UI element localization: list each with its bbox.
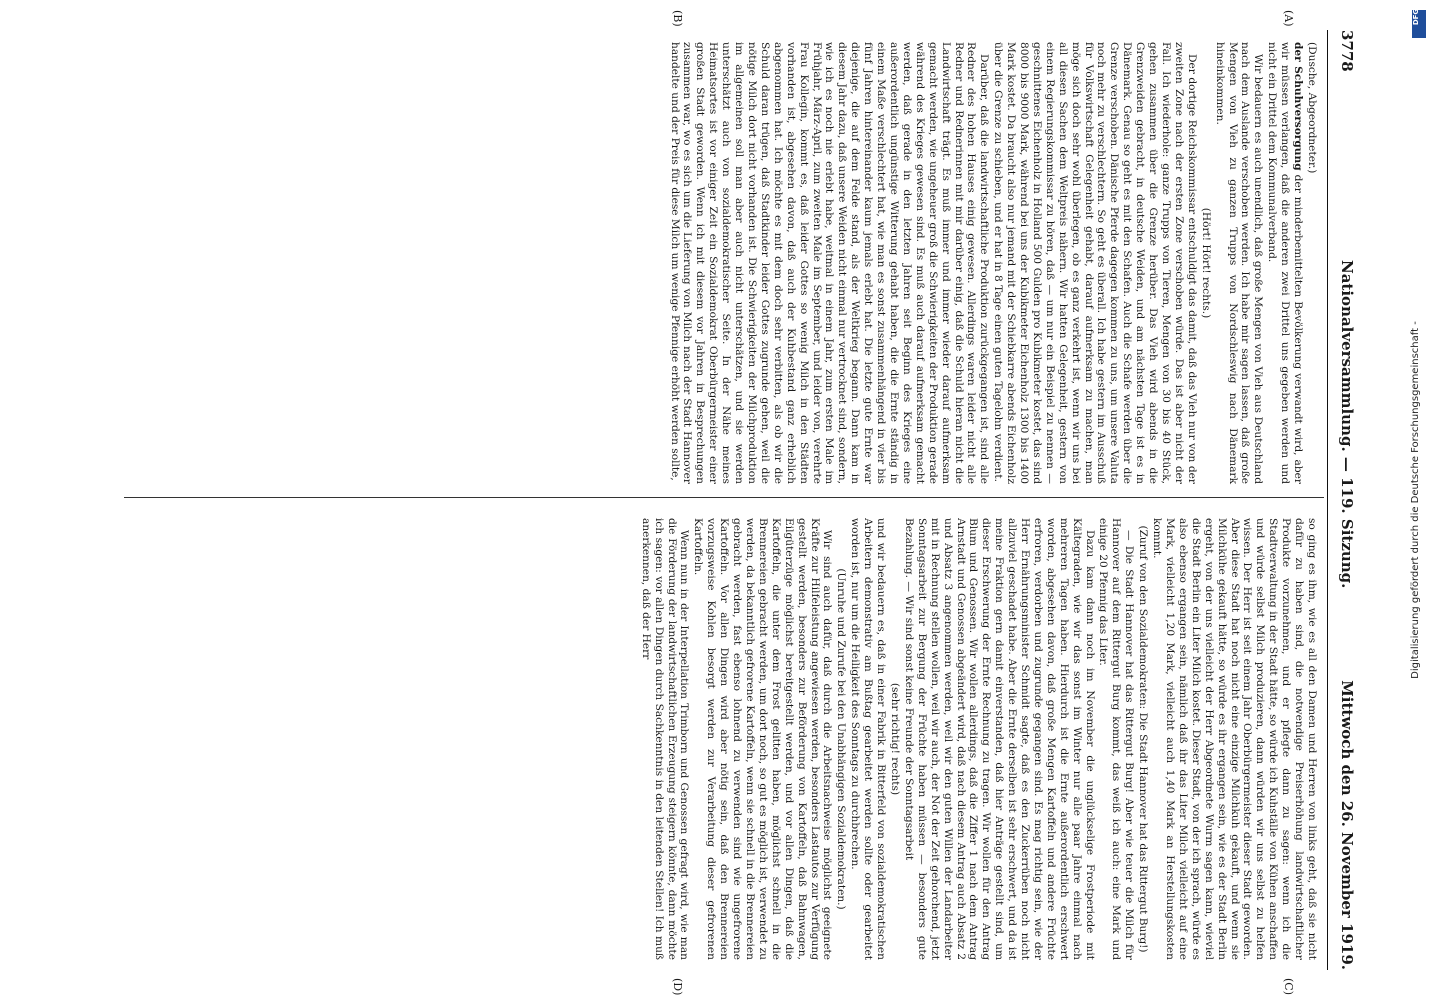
- digitization-footer: [1410, 321, 1421, 679]
- margin-marker-a: (A): [1282, 10, 1295, 27]
- left-paragraph-3: Der dortige Reichskommissar entschuldigt das damit, daß das Vieh nur von der zweiten Zone nach der ersten Zone verschoben würde. Das ist aber nicht der Fall. Ich wiederhole: ganze Trupps von Tieren, Mengen von 30 bis 40 Stück, gehen zusammen über die Grenze herüber. Das Vieh wird abends in die Grenzweiden gebracht, in deutsche Weiden, und am nächsten Tage ist es in Dänemark. Genau so geht es mit den Schafen. Auch die Schafe werden über die Grenze verschoben. Dänische Pferde dagegen kommen zu uns, um unsere Valuta noch mehr zu verschlechtern. So geht es überall. Ich habe gestern im Ausschuß für Volkswirtschaft Gelegenheit gehabt, darauf aufmerksam zu machen, man möge sich doch sehr wohl überlegen, ob es ganz verkehrt ist, wenn wir uns bei all diesen Sachen dem Weltpreis nähern. Wir hatten Gelegenheit, gestern von einem Regierungskommissar zu hören, daß — um nur ein Beispiel zu nennen — geschnittenes Eichenholz in Holland 500 Gulden pro Kubikmeter kostet, das sind 8000 bis 9000 Mark, während bei uns der Kubikmeter Eichenholz 1300 bis 1400 Mark kostet. Da braucht also nur jemand mit der Schiebkarre abends Eichenholz über die Grenze zu schieben, und er hat in 8 Tage einen guten Tagelohn verdient.: [992, 42, 1198, 484]
- page-number: 3778: [1338, 30, 1356, 72]
- right-paragraph-4: und wir bedauern es, daß in einer Fabrik in Bitterfeld von sozialdemokratischen Arbeitern demonstrativ am Bußtag gearbeitet werden sollte oder gearbeitet worden ist, nur um die Heiligkeit des Sonntags zu durchbrechen.: [849, 518, 888, 960]
- left-paragraph-1: [1265, 42, 1304, 484]
- interjection: (Hört! Hört! rechts.): [1199, 207, 1212, 319]
- interjection: (sehr richtig! rechts): [889, 682, 901, 796]
- left-paragraph-2: Wir bedauern es auch unendlich, daß große Mengen von Vieh aus Deutschland nach dem Auslande verschoben werden. Ich habe mir sagen lassen, daß große Mengen von Vieh zu ganzen Trupps von Nordschleswig nach Dänemark hineinkommen.: [1213, 42, 1265, 484]
- right-column: [638, 518, 1318, 960]
- digitization-note: Digitalisierung gefördert durch die Deutsche Forschungsgemeinschaft -: [1410, 321, 1421, 679]
- page-header: [1330, 30, 1360, 970]
- right-paragraph-3: Dazu kam dann noch im November die unglückselige Frostperiode mit Kältegraden, wie wir das sonst im Winter nur alle paar Jahre einmal nach mehreren Tagen haben. Hierdurch ist die Ernte außerordentlich erschwert worden, abgesehen davon, daß große Mengen Kartoffeln und andere Früchte erfroren, verdorben und zugrunde gegangen sind. Es mag richtig sein, wie der Herr Ernährungsminister Schmidt sagte, daß es den Zuckerrüben noch nicht allzuviel geschadet habe. Aber die Ernte derselben ist sehr erschwert, und da ist meine Fraktion gern damit einverstanden, daß hier Anträge gestellt sind, um dieser Erschwerung der Ernte Rechnung zu tragen. Wir wollen für den Antrag Blum und Genossen. Wir wollen allerdings, daß die Ziffer 1 nach dem Antrag Arnstadt und Genossen abgeändert wird, daß nach diesem Antrag auch Absatz 2 und Absatz 3 angenommen werden, weil wir den guten Willen der Landarbeiter mit in Rechnung stellen wollen, weil wir auch, der Not der Zeit gehorchend, jetzt Sonntagsarbeit zur Bergung der Früchte haben müssen — besonders gute Bezahlung. — Wir sind sonst keine Freunde der Sonntagsarbeit: [902, 518, 1096, 960]
- left-paragraph-4: Darüber, daß die landwirtschaftliche Produktion zurückgegangen ist, sind alle Redner des hohen Hauses einig gewesen. Allerdings waren leider nicht alle Redner und Rednerinnen mit mir darüber einig, daß die Schuld hieran nicht die Landwirtschaft trägt. Es muß immer und immer wieder darauf aufmerksam gemacht werden, wie ungeheuer groß die Schwierigkeiten der Produktion gerade während des Krieges gewesen sind. Es muß auch darauf aufmerksam gemacht werden, daß gerade in den letzten Jahren seit Beginn des Krieges eine außerordentlich ungünstige Witterung gehabt haben, die die Ernte ständig in einem Maße verschlechtert hat, wie man es sonst zusammenhängend in vier bis fünf Jahren hintereinander kaum jemals erlebt hat. Die letzte gute Ernte war diejenige, die auf dem Felde stand, als der Weltkrieg begann. Dann kam in diesem Jahr dazu, daß unsere Weiden nicht einmal nur vertrocknet sind, sondern, wie ich es noch nie erlebt habe, weitmal in einem Jahr, zum ersten Male im Frühjahr, März-April, zum zweiten Male im September, und leider von, verehrte Frau Kollegin, kommt es, daß leider Gottes so wenig Milch in den Städten vorhanden ist, abgesehen davon, daß auch der Kuhbestand ganz erheblich abgenommen hat. Ich möchte es mit dem doch sehr verbitten, als ob wir die Schuld daran trügen, daß Stadtkinder leider Gottes zugrunde gehen, weil die nötige Milch dort nicht vorhanden ist. Die Schwierigkeiten der Milchproduktion im allgemeinen soll man aber auch nicht unterschätzen, und sie werden unterschätzt auch von sozialdemokratischer Seite. In der Nähe meines Heimatsortes ist vor einiger Zeit ein Sozialdemokrat Oberbürgermeister einer großen Stadt geworden. Wenn ich mit diesem vor Jahren in Besprechungen zusammen war, wo es sich um die Lieferung von Milch nach der Stadt Hannover handelte und der Preis für diese Milch um wenige Pfennige erhöht werden sollte,: [668, 42, 991, 484]
- dfg-logo-text: DFG: [1412, 8, 1420, 26]
- interjection: (Zuruf von den Sozialdemokraten: Die Stadt Hannover hat das Rittergut Burg!): [1137, 525, 1150, 953]
- header-rule: [1327, 30, 1328, 970]
- margin-marker-c: (C): [1282, 978, 1295, 995]
- interjection: (Unruhe und Zurufe bei den Unabhängigen Sozialdemokraten.): [835, 568, 848, 910]
- rotated-page: [90, 0, 1390, 1000]
- dfg-logo-icon: [1412, 10, 1426, 38]
- left-column: [667, 42, 1318, 484]
- right-paragraph-5: Wir sind auch dafür, daß durch die Arbeitsnachweise möglichst geeignete Kräfte zur Hilfeleistung angewiesen werden, besonders Lastautos zur Verfügung gestellt werden, besonders zur Beförderung von Kartoffeln, daß Bahnwagen, Eilgüterzüge möglichst bereitgestellt werden, und vor allen Dingen, daß die Kartoffeln, die unter dem Frost gelitten haben, möglichst schnell in die Brennereien gebracht werden, um dort noch, so gut es möglich ist, verwendet zu werden, da bekanntlich gefrorene Kartoffeln, wenn sie schnell in die Brennereien gebracht werden, fast ebenso lohnend zu verwenden sind wie ungefrorene Kartoffeln. Vor allen Dingen wird aber nötig sein, daß den Brennereien vorzugsweise Kohlen besorgt werden zur Verarbeitung dieser gefrorenen Kartoffeln.: [692, 518, 834, 960]
- margin-marker-d: (D): [671, 978, 684, 996]
- margin-marker-b: (B): [671, 10, 684, 27]
- paragraph-text: der minderbemittelten Bevölkerung verwandt wird, aber wir müssen verlangen, daß die anderen zwei Drittel uns gegeben werden und nicht ein Drittel dem Kommunalverband.: [1266, 42, 1305, 484]
- speaker-label: (Dusche, Abgeordneter.): [1306, 42, 1318, 174]
- column-divider: [124, 497, 1324, 498]
- right-paragraph-1: so ging es ihm, wie es all den Damen und Herren von links geht, daß sie nicht dafür zu haben sind, die notwendige Preiserhöhung landwirtschaftlicher Produkte vorzunehmen, und er pflegte dann zu sagen: wenn ich die Stadtverwaltung in der Stadt hätte, so würde ich Kuhställe von Kühen anschaffen und würde selbst Milch produzieren, dann würden wir uns selbst zu helfen wissen. Der Herr ist seit einem Jahr Oberbürgermeister dieser Stadt geworden. Aber diese Stadt hat noch nicht eine einzige Milchkuh gekauft, und wenn sie Milchkühe gekauft hätte, so würde es ihr ergangen sein, wie es der Stadt Berlin ergeht, von der uns vielleicht der Herr Abgeordnete Wurm sagen kann, wieviel die Stadt Berlin ein Liter Milch kostet. Dieser Stadt, von der ich sprach, würde es also ebenso ergangen sein, nämlich daß ihr das Liter Milch vielleicht auf eine Mark, vielleicht 1,20 Mark, vielleicht auch 1,40 Mark an Herstellungskosten kommt.: [1151, 518, 1318, 960]
- header-left-title: Nationalversammlung. — 119. Sitzung.: [1338, 260, 1356, 589]
- header-right-title: Mittwoch den 26. November 1919.: [1338, 680, 1356, 970]
- bold-term: der Schuhversorgung: [1292, 42, 1305, 171]
- right-paragraph-2: — Die Stadt Hannover hat das Rittergut Burg! Aber wie teuer die Milch für Hannover auf dem Rittergut Burg kommt, das weiß ich auch: eine Mark und einige 20 Pfennig das Liter.: [1097, 518, 1136, 960]
- right-paragraph-6: Wenn nun in der Interpellation Trimborn und Genossen gefragt wird, wie man die Förderung der landwirtschaftlichen Erzeugung steigern könnte, dann möchte ich sagen: vor allen Dingen durch Sachkenntnis in den leitenden Stellen! Ich muß anerkennen, daß der Herr: [639, 518, 691, 960]
